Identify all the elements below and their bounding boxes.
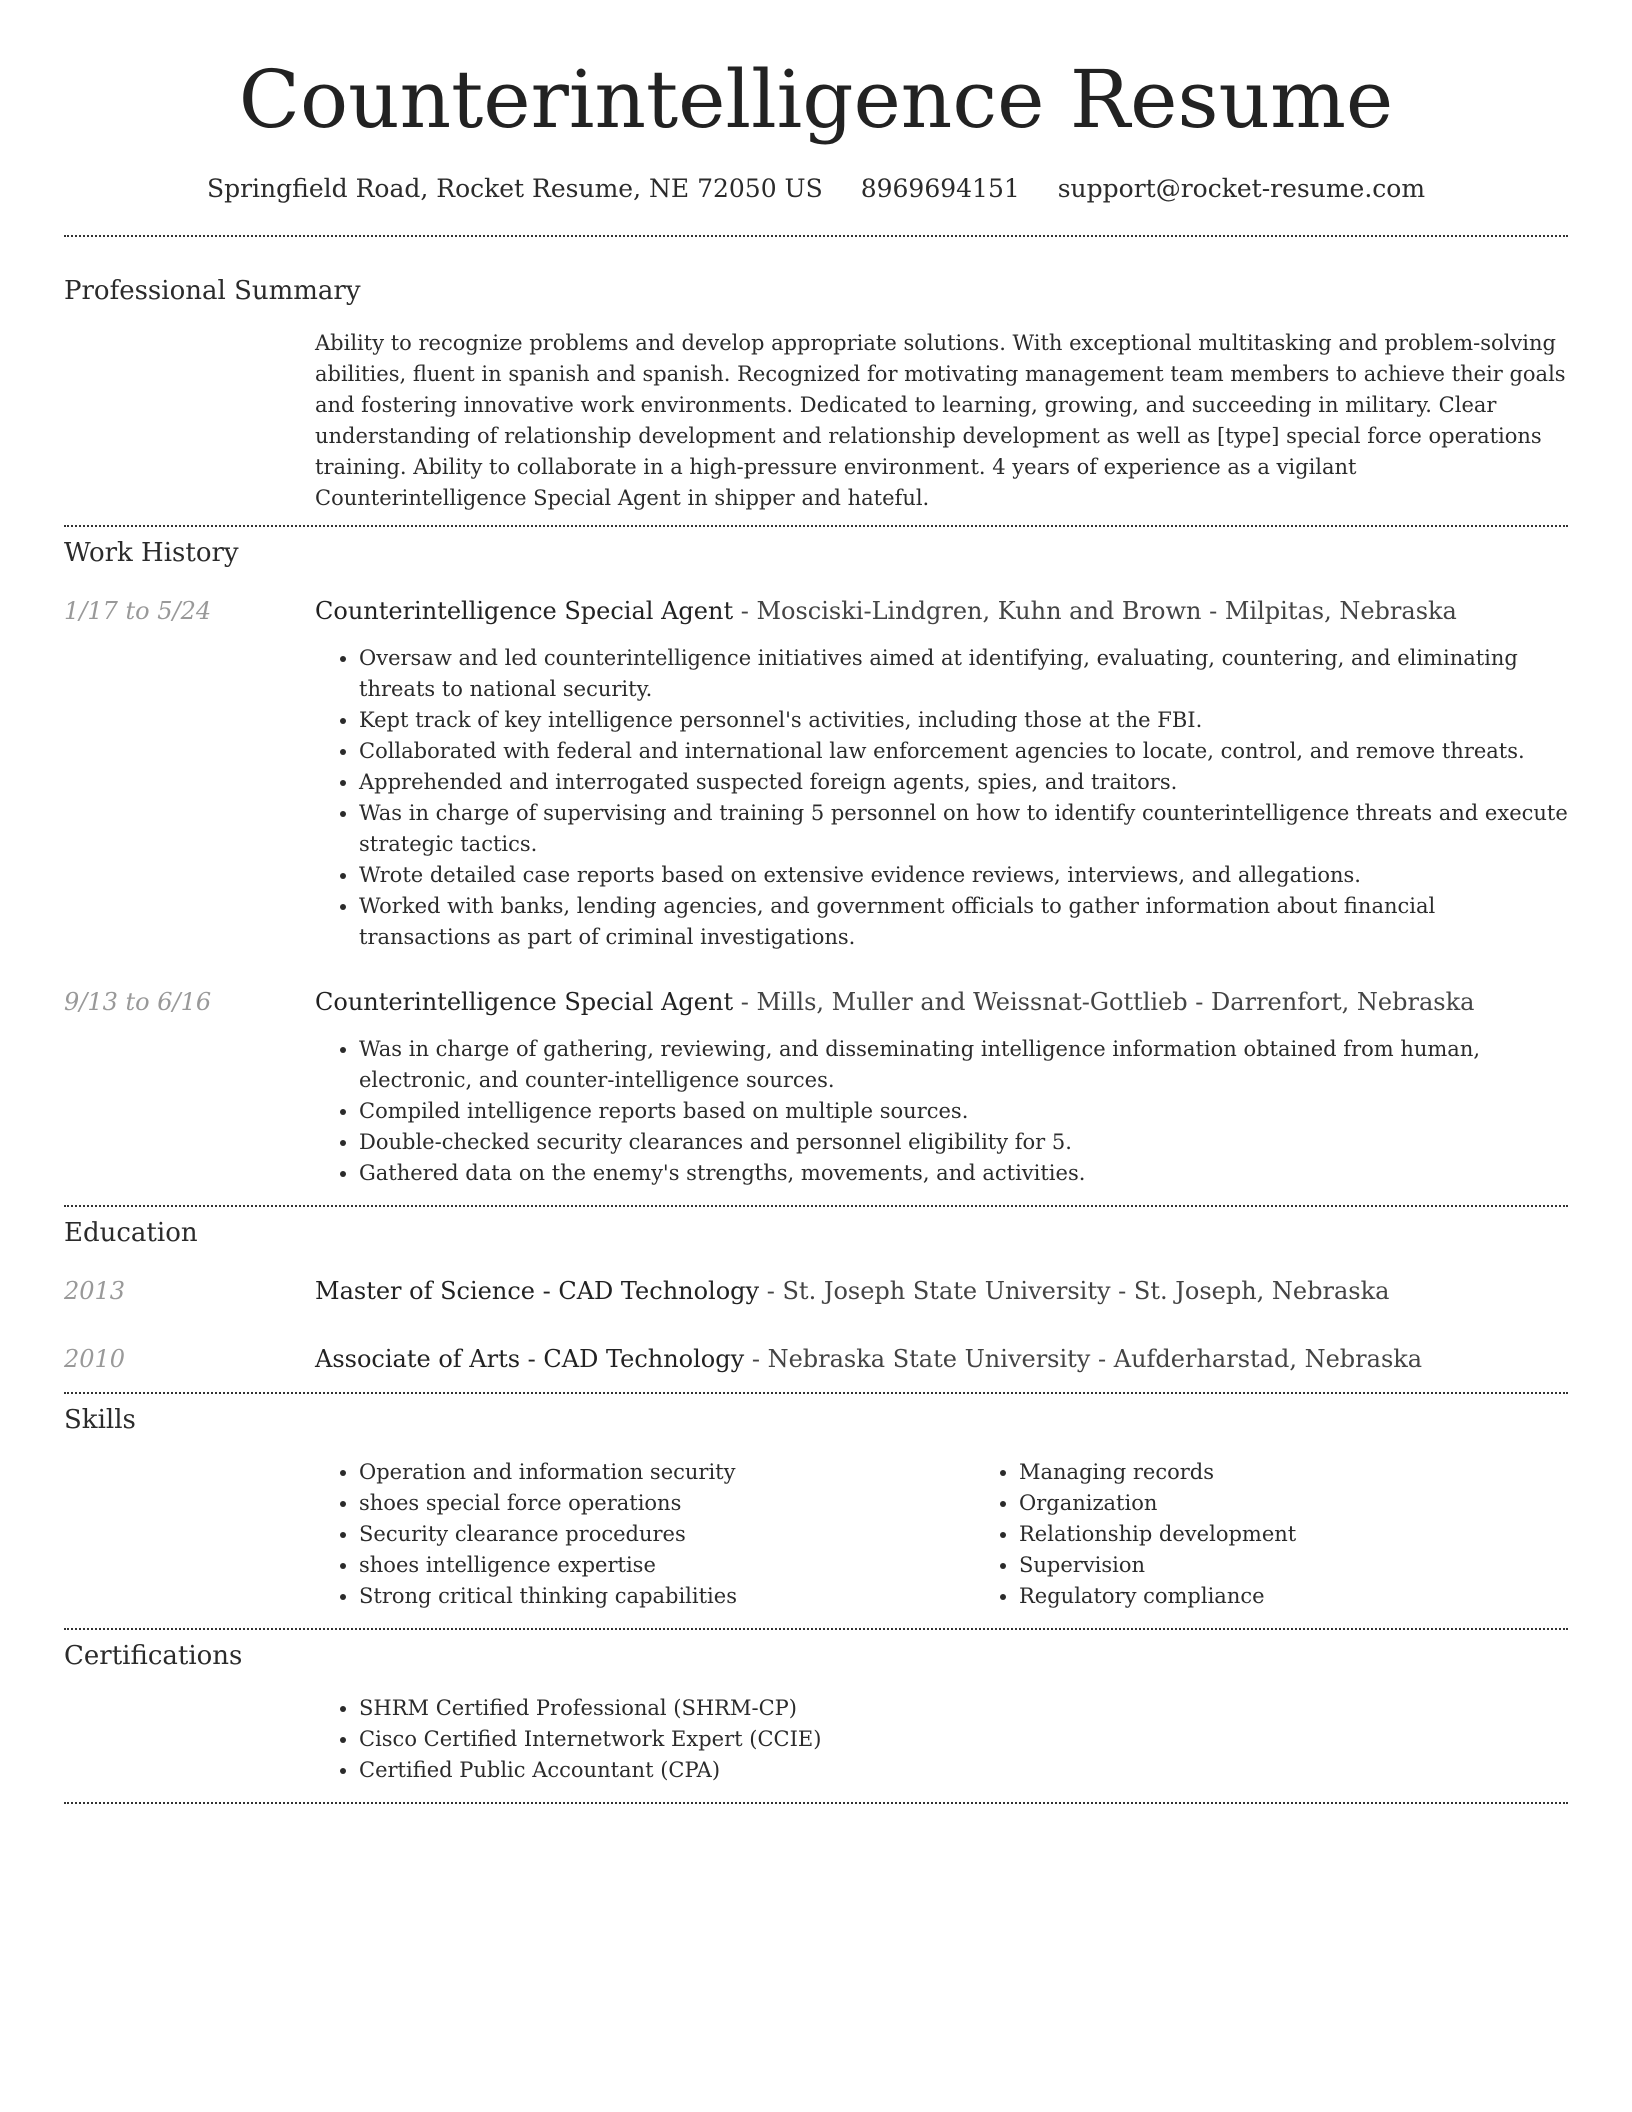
list-item: • Oversaw and led counterintelligence initiatives aimed at identifying, evaluating, countering, and eliminating threats to national security. — [359, 643, 1568, 705]
skills-section — [64, 1403, 1568, 1612]
section-title-skills: Skills — [64, 1405, 136, 1435]
job-position: Counterintelligence Special Agent — [315, 597, 734, 625]
list-item: • Was in charge of supervising and training 5 personnel on how to identify counterintelligence threats and execute strategic tactics. — [359, 798, 1568, 860]
divider — [64, 1392, 1568, 1394]
separator: - — [733, 988, 757, 1016]
list-item: • Relationship development — [1019, 1519, 1632, 1550]
section-title-certifications: Certifications — [64, 1641, 243, 1671]
divider — [64, 1628, 1568, 1630]
job-entry — [64, 985, 1568, 1189]
education-year: 2010 — [64, 1345, 126, 1373]
list-item: • Collaborated with federal and international law enforcement agencies to locate, control, and remove threats. — [359, 736, 1568, 767]
contact-email: support@rocket-resume.com — [1057, 174, 1426, 203]
contact-phone: 8969694151 — [860, 174, 1020, 203]
job-bullets — [315, 643, 1568, 953]
job-bullets — [315, 1034, 1568, 1189]
list-item: • Cisco Certified Internetwork Expert (CCIE) — [359, 1724, 1568, 1755]
divider — [64, 235, 1568, 237]
education-degree: Master of Science - CAD Technology — [315, 1277, 760, 1305]
separator: - — [733, 597, 757, 625]
list-item: • Wrote detailed case reports based on extensive evidence reviews, interviews, and allegations. — [359, 860, 1568, 891]
job-dates: 1/17 to 5/24 — [64, 597, 212, 625]
education-school: St. Joseph State University — [782, 1277, 1111, 1305]
separator: - — [744, 1345, 768, 1373]
education-year: 2013 — [64, 1277, 126, 1305]
separator: - — [1090, 1345, 1114, 1373]
education-location: Aufderharstad, Nebraska — [1113, 1345, 1423, 1373]
education-entry — [64, 1274, 1568, 1308]
list-item: • Security clearance procedures — [359, 1519, 975, 1550]
list-item: • Organization — [1019, 1488, 1632, 1519]
list-item: • SHRM Certified Professional (SHRM-CP) — [359, 1693, 1568, 1724]
certifications-section — [64, 1639, 1568, 1786]
job-company: Mills, Muller and Weissnat-Gottlieb — [756, 988, 1188, 1016]
certifications-list — [315, 1693, 1568, 1786]
list-item: • Supervision — [1019, 1550, 1632, 1581]
resume-title: Counterintelligence Resume — [238, 53, 1394, 146]
section-title-work: Work History — [64, 538, 239, 568]
education-heading — [315, 1342, 1568, 1376]
education-school: Nebraska State University — [767, 1345, 1091, 1373]
job-heading — [315, 985, 1568, 1019]
job-location: Darrenfort, Nebraska — [1211, 988, 1475, 1016]
divider — [64, 525, 1568, 527]
work-section — [64, 536, 1568, 1189]
list-item: • Apprehended and interrogated suspected foreign agents, spies, and traitors. — [359, 767, 1568, 798]
list-item: • Gathered data on the enemy's strengths, movements, and activities. — [359, 1158, 1568, 1189]
list-item: • Strong critical thinking capabilities — [359, 1581, 975, 1612]
separator: - — [759, 1277, 783, 1305]
summary-section — [64, 274, 1568, 514]
job-location: Milpitas, Nebraska — [1224, 597, 1457, 625]
job-dates: 9/13 to 6/16 — [64, 988, 212, 1016]
divider — [64, 1205, 1568, 1207]
list-item: • Double-checked security clearances and personnel eligibility for 5. — [359, 1127, 1568, 1158]
section-title-education: Education — [64, 1218, 198, 1248]
section-title-summary: Professional Summary — [64, 276, 361, 306]
education-entry — [64, 1342, 1568, 1376]
list-item: • Compiled intelligence reports based on multiple sources. — [359, 1096, 1568, 1127]
contact-address: Springfield Road, Rocket Resume, NE 72050 US — [206, 174, 823, 203]
list-item: • Managing records — [1019, 1457, 1632, 1488]
divider — [64, 1802, 1568, 1804]
job-position: Counterintelligence Special Agent — [315, 988, 734, 1016]
list-item: • Regulatory compliance — [1019, 1581, 1632, 1612]
list-item: • Kept track of key intelligence personnel's activities, including those at the FBI. — [359, 705, 1568, 736]
skills-list-right — [975, 1457, 1632, 1612]
list-item: • Worked with banks, lending agencies, and government officials to gather information about financial transactions as part of criminal investigations. — [359, 891, 1568, 953]
list-item: • Was in charge of gathering, reviewing, and disseminating intelligence information obtained from human, electronic, and counter-intelligence sources. — [359, 1034, 1568, 1096]
job-heading — [315, 594, 1568, 628]
skills-list-left — [315, 1457, 975, 1612]
separator: - — [1187, 988, 1212, 1016]
list-item: • Certified Public Accountant (CPA) — [359, 1755, 1568, 1786]
list-item: • shoes intelligence expertise — [359, 1550, 975, 1581]
separator: - — [1110, 1277, 1134, 1305]
job-entry — [64, 594, 1568, 953]
list-item: • shoes special force operations — [359, 1488, 975, 1519]
job-company: Mosciski-Lindgren, Kuhn and Brown — [756, 597, 1202, 625]
education-section — [64, 1216, 1568, 1376]
resume-header — [0, 0, 1632, 206]
contact-line — [0, 172, 1632, 206]
education-location: St. Joseph, Nebraska — [1133, 1277, 1390, 1305]
education-heading — [315, 1274, 1568, 1308]
separator: - — [1201, 597, 1225, 625]
list-item: • Operation and information security — [359, 1457, 975, 1488]
summary-text: Ability to recognize problems and develop appropriate solutions. With exceptional multitasking and problem-solving abilities, fluent in spanish and spanish. Recognized for motivating management team members to achieve their goals and fostering innovative work environments. Dedicated to learning, growing, and succeeding in military. Clear understanding of relationship development and relationship development as well as [type] special force operations training. Ability to collaborate in a high-pressure environment. 4 years of experience as a vigilant Counterintelligence Special Agent in shipper and hateful. — [315, 331, 1566, 510]
education-degree: Associate of Arts - CAD Technology — [315, 1345, 745, 1373]
